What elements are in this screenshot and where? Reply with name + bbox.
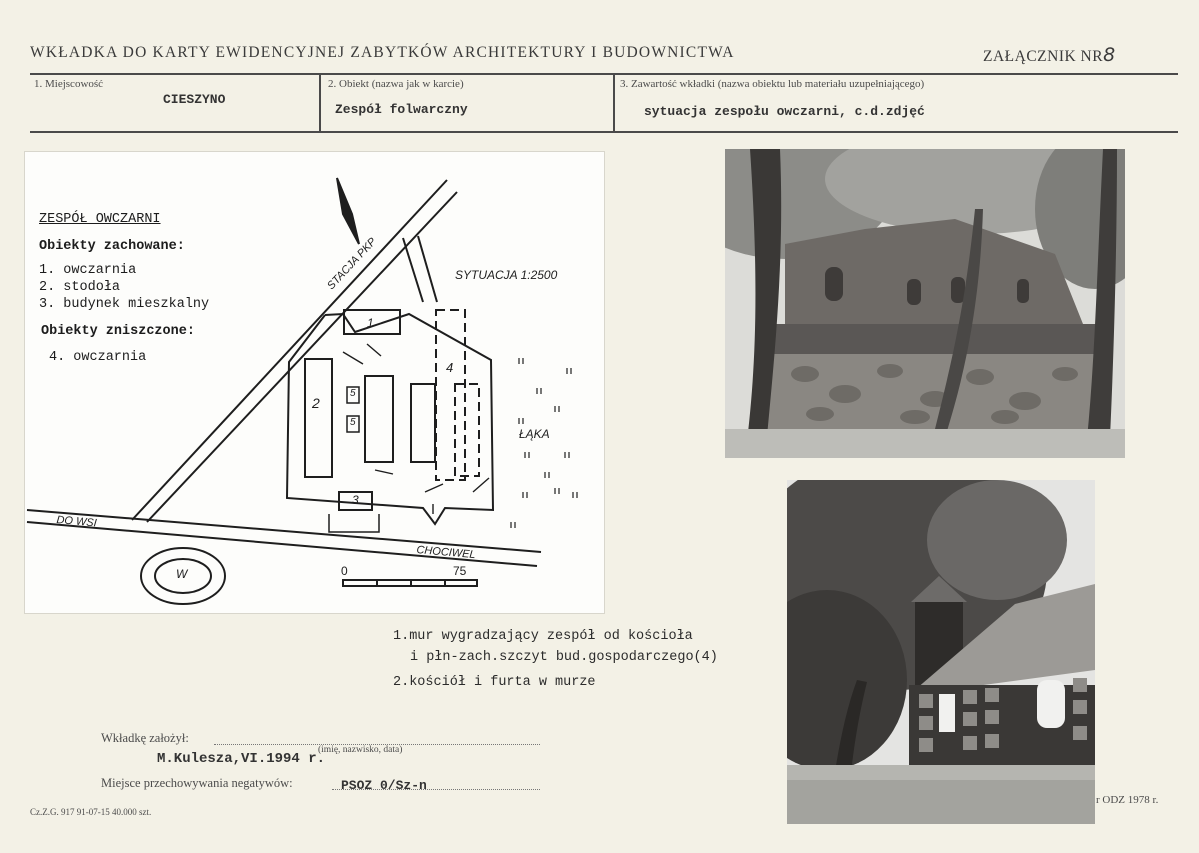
negatives-value: PSOZ 0/Sz-n [341, 778, 427, 793]
print-code: Cz.Z.G. 917 91-07-15 40.000 szt. [30, 807, 152, 817]
content-label: 3. Zawartość wkładki (nazwa obiektu lub materiału uzupełniającego) [620, 78, 925, 90]
farm-fence [287, 314, 493, 524]
preserved-title: Obiekty zachowane: [39, 239, 185, 254]
field-divider-1 [319, 74, 321, 131]
created-by-label: Wkładkę założył: [101, 731, 189, 745]
field-divider-2 [613, 74, 615, 131]
caption-line-1: 1.mur wygradzający zespół od kościoła [393, 629, 693, 644]
road-label-chociwel: CHOCIWEL [415, 544, 477, 562]
destroyed-title: Obiekty zniszczone: [41, 324, 195, 339]
preserved-item-2: 2. stodoła [39, 280, 121, 295]
photo-wall-gable-image [725, 149, 1125, 458]
building-inner-b [411, 384, 435, 462]
annex-label [983, 44, 1116, 66]
garden [329, 514, 379, 532]
building-1-label: 1 [367, 316, 374, 330]
building-inner-a [365, 376, 393, 462]
building-4b-destroyed [455, 384, 479, 476]
station-road-line-b [147, 192, 457, 522]
header-top-rule [30, 73, 1178, 75]
photo-church [787, 480, 1095, 824]
building-4-destroyed [436, 310, 465, 480]
created-by-hint: (imię, nazwisko, data) [318, 745, 403, 755]
annex-label-text: ZAŁĄCZNIK NR [983, 48, 1104, 65]
meadow-marks [511, 358, 577, 528]
meadow-label: ŁĄKA [519, 427, 550, 441]
building-4-label: 4 [446, 360, 454, 375]
caption-line-2: i płn-zach.szczyt bud.gospodarczego(4) [410, 650, 718, 665]
destroyed-item-1: 4. owczarnia [49, 350, 147, 365]
location-value: CIESZYNO [163, 92, 226, 107]
building-5a-label: 5 [350, 388, 356, 399]
location-label: 1. Miejscowość [34, 78, 104, 90]
form-title: WKŁADKA DO KARTY EWIDENCYJNEJ ZABYTKÓW ARCHITEKTURY I BUDOWNICTWA [30, 44, 735, 61]
created-by-value: M.Kulesza,VI.1994 r. [157, 751, 326, 767]
object-value: Zespół folwarczny [335, 102, 468, 117]
annex-number: 8 [1103, 44, 1116, 66]
building-3-label: 3 [352, 493, 359, 507]
branch-road-a [403, 238, 423, 302]
odz-mark: r ODZ 1978 r. [1096, 794, 1159, 806]
scale-start: 0 [341, 564, 348, 578]
preserved-item-3: 3. budynek mieszkalny [39, 297, 210, 312]
scale-title: SYTUACJA 1:2500 [455, 268, 558, 282]
photo-wall-gable [725, 149, 1125, 458]
photo-church-image [787, 480, 1095, 824]
road-label-station: STACJA PKP [325, 235, 379, 293]
object-label: 2. Obiekt (nazwa jak w karcie) [328, 78, 464, 90]
main-road-line-a [27, 510, 541, 552]
content-value: sytuacja zespołu owczarni, c.d.zdjęć [644, 104, 925, 119]
building-5b-label: 5 [350, 417, 356, 428]
pond-label: W [176, 567, 188, 581]
building-2-label: 2 [312, 395, 320, 411]
negatives-label: Miejsce przechowywania negatywów: [101, 776, 293, 790]
building-2 [305, 359, 332, 477]
legend-title: ZESPÓŁ OWCZARNI [39, 212, 161, 227]
site-plan-map [24, 151, 605, 614]
station-road-line-a [132, 180, 447, 520]
road-label-village: DO WSI [55, 514, 98, 530]
north-arrow [337, 178, 359, 244]
scale-end: 75 [453, 564, 467, 578]
preserved-item-1: 1. owczarnia [39, 263, 137, 278]
header-bottom-rule [30, 131, 1178, 133]
caption-line-3: 2.kościół i furta w murze [393, 675, 596, 690]
